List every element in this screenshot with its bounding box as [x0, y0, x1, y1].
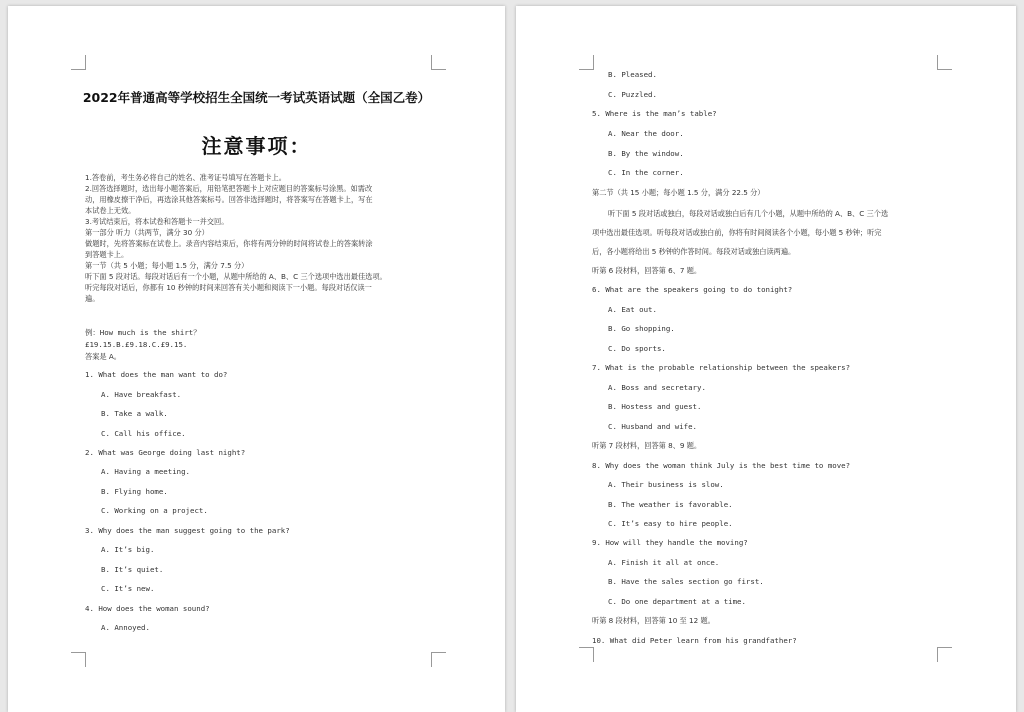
- document-page-2: [516, 6, 1016, 712]
- instruction-line: 听下面 5 段对话。每段对话后有一个小题，从题中所给的 A、B、C 三个选项中选出最佳选项。: [85, 272, 387, 281]
- instruction-line: 2.回答选择题时，选出每小题答案后，用铅笔把答题卡上对应题目的答案标号涂黑。如需改: [85, 184, 373, 193]
- answer-option: B. Take a walk.: [101, 409, 168, 418]
- question-stem: 1. What does the man want to do?: [85, 370, 228, 379]
- answer-option: C. Do one department at a time.: [608, 597, 746, 606]
- answer-option: C. It’s new.: [101, 584, 155, 593]
- instruction-line: 第一部分 听力（共两节，满分 30 分）: [85, 228, 209, 237]
- answer-option: A. Near the door.: [608, 129, 684, 138]
- section-instruction: 后，各小题将给出 5 秒钟的作答时间。每段对话或独白读两遍。: [592, 247, 796, 256]
- question-stem: 10. What did Peter learn from his grandfather?: [592, 636, 797, 645]
- question-stem: 8. Why does the woman think July is the best time to move?: [592, 461, 851, 470]
- answer-option: A. Annoyed.: [101, 623, 150, 632]
- section-instruction: 听下面 5 段对话或独白，每段对话或独白后有几个小题，从题中所给的 A、B、C 三个选: [608, 209, 889, 218]
- answer-option: C. Working on a project.: [101, 506, 208, 515]
- instruction-line: 1.答卷前，考生务必将自己的姓名、准考证号填写在答题卡上。: [85, 173, 286, 182]
- answer-option: C. Husband and wife.: [608, 422, 697, 431]
- material-heading: 听第 8 段材料，回答第 10 至 12 题。: [592, 616, 715, 625]
- instruction-line: 动，用橡皮擦干净后，再选涂其他答案标号。回答非选择题时，将答案写在答题卡上，写在: [85, 195, 373, 204]
- question-stem: 9. How will they handle the moving?: [592, 538, 748, 547]
- section-instruction: 项中选出最佳选项。听每段对话或独白前，你将有时间阅读各个小题，每小题 5 秒钟；听完: [592, 228, 882, 237]
- answer-option: A. It’s big.: [101, 545, 155, 554]
- answer-option: A. Boss and secretary.: [608, 383, 706, 392]
- instruction-line: 第一节（共 5 小题；每小题 1.5 分，满分 7.5 分）: [85, 261, 249, 270]
- crop-mark: [71, 55, 86, 70]
- crop-mark: [431, 55, 446, 70]
- section-heading: 第二节（共 15 小题；每小题 1.5 分，满分 22.5 分）: [592, 188, 765, 197]
- instruction-line: 听完每段对话后，你都有 10 秒钟的时间来回答有关小题和阅读下一小题。每段对话仅读一: [85, 283, 372, 292]
- answer-option: B. Go shopping.: [608, 324, 675, 333]
- answer-option: C. Puzzled.: [608, 90, 657, 99]
- answer-option: B. The weather is favorable.: [608, 500, 733, 509]
- answer-option: B. Hostess and guest.: [608, 402, 702, 411]
- answer-option: A. Eat out.: [608, 305, 657, 314]
- document-page-1: [8, 6, 505, 712]
- example-question: 例：How much is the shirt？: [85, 328, 201, 337]
- answer-option: B. Have the sales section go first.: [608, 577, 764, 586]
- answer-option: C. It’s easy to hire people.: [608, 519, 733, 528]
- answer-option: A. Finish it all at once.: [608, 558, 720, 567]
- example-answer: 答案是 A。: [85, 352, 121, 361]
- answer-option: C. Do sports.: [608, 344, 666, 353]
- material-heading: 听第 6 段材料，回答第 6、7 题。: [592, 266, 702, 275]
- crop-mark: [431, 652, 446, 667]
- question-stem: 5. Where is the man’s table?: [592, 109, 717, 118]
- example-options: £19.15.B.£9.18.C.£9.15.: [85, 340, 188, 349]
- answer-option: A. Have breakfast.: [101, 390, 182, 399]
- instruction-line: 3.考试结束后，将本试卷和答题卡一并交回。: [85, 217, 229, 226]
- crop-mark: [937, 55, 952, 70]
- crop-mark: [937, 647, 952, 662]
- instruction-line: 本试卷上无效。: [85, 206, 136, 215]
- notice-heading: 注意事项：: [201, 134, 312, 158]
- answer-option: B. By the window.: [608, 149, 684, 158]
- question-stem: 4. How does the woman sound?: [85, 604, 210, 613]
- crop-mark: [71, 652, 86, 667]
- question-stem: 7. What is the probable relationship between the speakers?: [592, 363, 851, 372]
- answer-option: A. Having a meeting.: [101, 467, 190, 476]
- answer-option: B. It’s quiet.: [101, 565, 164, 574]
- crop-mark: [579, 55, 594, 70]
- instruction-line: 遍。: [85, 294, 100, 303]
- answer-option: B. Pleased.: [608, 70, 657, 79]
- answer-option: C. Call his office.: [101, 429, 186, 438]
- question-stem: 2. What was George doing last night?: [85, 448, 246, 457]
- answer-option: C. In the corner.: [608, 168, 684, 177]
- instruction-line: 做题时，先将答案标在试卷上。录音内容结束后，你将有两分钟的时间将试卷上的答案转涂: [85, 239, 373, 248]
- crop-mark: [579, 647, 594, 662]
- question-stem: 3. Why does the man suggest going to the park?: [85, 526, 290, 535]
- answer-option: A. Their business is slow.: [608, 480, 724, 489]
- instruction-line: 到答题卡上。: [85, 250, 129, 259]
- answer-option: B. Flying home.: [101, 487, 168, 496]
- material-heading: 听第 7 段材料，回答第 8、9 题。: [592, 441, 702, 450]
- question-stem: 6. What are the speakers going to do tonight?: [592, 285, 793, 294]
- document-title: 2022年普通高等学校招生全国统一考试英语试题（全国乙卷）: [82, 90, 431, 105]
